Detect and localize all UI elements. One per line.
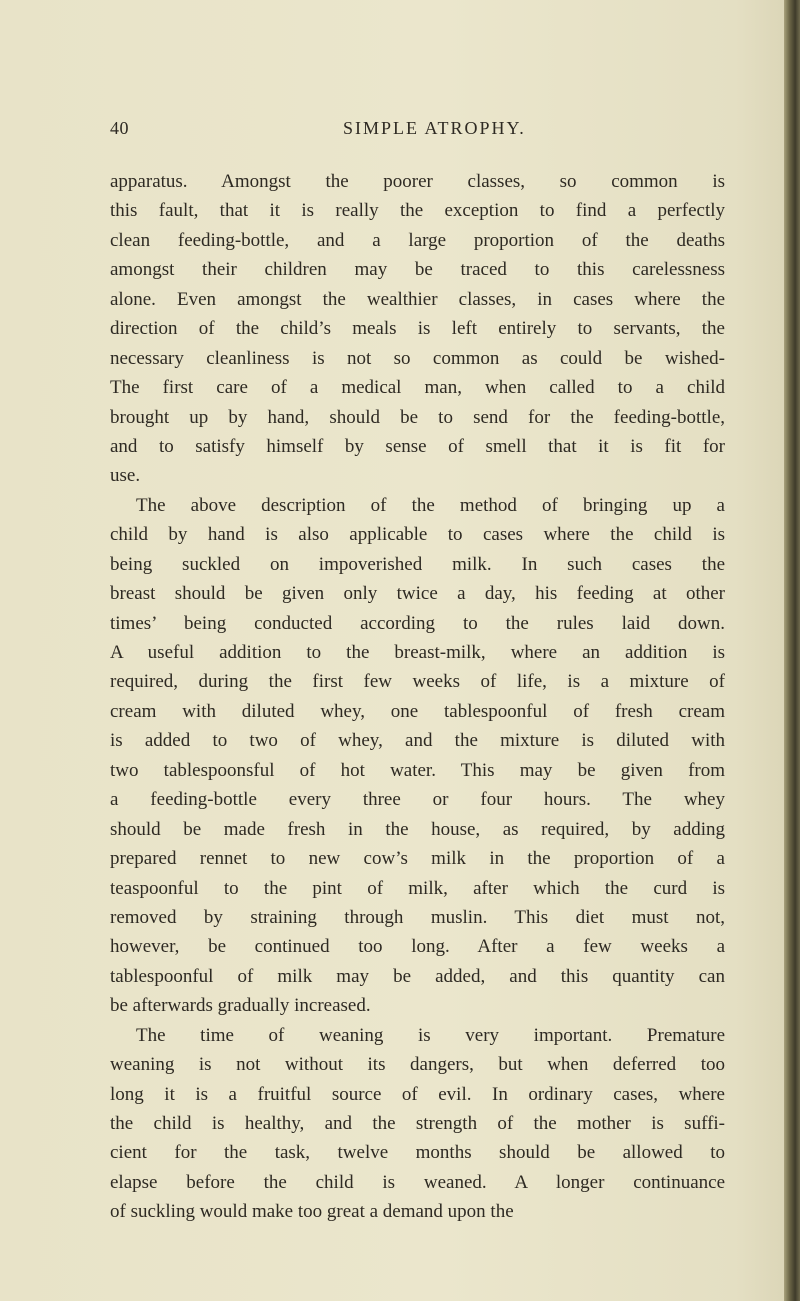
text-line: required, during the first few weeks of life, is a mixture of (110, 671, 725, 693)
text-line: child by hand is also applicable to cases where the child is (110, 524, 725, 546)
text-line: the child is healthy, and the strength of the mother is suffi- (110, 1113, 725, 1134)
text-line: cream with diluted whey, one tablespoonful of fresh cream (110, 700, 725, 722)
text-line: two tablespoonsful of hot water. This may be given from (110, 759, 725, 781)
text-line: being suckled on impoverished milk. In such cases the (110, 553, 725, 575)
paragraph (110, 491, 725, 1021)
running-head (0, 118, 790, 148)
page-edge-shadow (784, 0, 800, 1301)
text-line: prepared rennet to new cow’s milk in the proportion of a (110, 848, 725, 870)
chapter-title: SIMPLE ATROPHY. (343, 118, 526, 138)
text-line: necessary cleanliness is not so common as could be wished- (110, 347, 725, 369)
text-line: The first care of a medical man, when called to a child (110, 377, 725, 399)
text-line: amongst their children may be traced to this carelessness (110, 259, 725, 281)
text-line: A useful addition to the breast-milk, where an addition is (110, 642, 725, 663)
text-line: be afterwards gradually increased. (110, 995, 371, 1017)
text-line: of suckling would make too great a demand upon the (110, 1201, 514, 1223)
text-line: breast should be given only twice a day, his feeding at other (110, 583, 725, 605)
text-line: use. (110, 465, 141, 487)
text-line: direction of the child’s meals is left entirely to servants, the (110, 318, 725, 340)
text-line: brought up by hand, should be to send for the feeding-bottle, (110, 406, 725, 428)
page-number: 40 (110, 118, 129, 138)
text-line: cient for the task, twelve months should be allowed to (110, 1142, 725, 1164)
text-line: however, be continued too long. After a few weeks a (110, 936, 725, 958)
text-line: removed by straining through muslin. This diet must not, (110, 906, 725, 928)
paragraph (110, 1021, 725, 1227)
body-text (110, 167, 725, 1227)
text-line: weaning is not without its dangers, but when deferred too (110, 1054, 725, 1076)
text-line: teaspoonful to the pint of milk, after which the curd is (110, 877, 725, 899)
text-line: alone. Even amongst the wealthier classes, in cases where the (110, 288, 725, 310)
text-line: The above description of the method of bringing up a (136, 494, 725, 516)
paragraph (110, 167, 725, 491)
text-line: long it is a fruitful source of evil. In ordinary cases, where (110, 1083, 725, 1105)
text-line: should be made fresh in the house, as required, by adding (110, 818, 725, 840)
text-line: elapse before the child is weaned. A longer continuance (110, 1171, 725, 1193)
text-line: apparatus. Amongst the poorer classes, so common is (110, 171, 725, 192)
text-line: The time of weaning is very important. Premature (136, 1024, 725, 1046)
text-line: is added to two of whey, and the mixture is diluted with (110, 730, 725, 752)
text-line: this fault, that it is really the exception to find a perfectly (110, 200, 725, 222)
text-line: tablespoonful of milk may be added, and this quantity can (110, 965, 725, 987)
text-line: times’ being conducted according to the rules laid down. (110, 612, 725, 634)
text-line: clean feeding-bottle, and a large proportion of the deaths (110, 229, 725, 251)
text-line: and to satisfy himself by sense of smell that it is fit for (110, 435, 725, 457)
text-line: a feeding-bottle every three or four hours. The whey (110, 789, 725, 811)
